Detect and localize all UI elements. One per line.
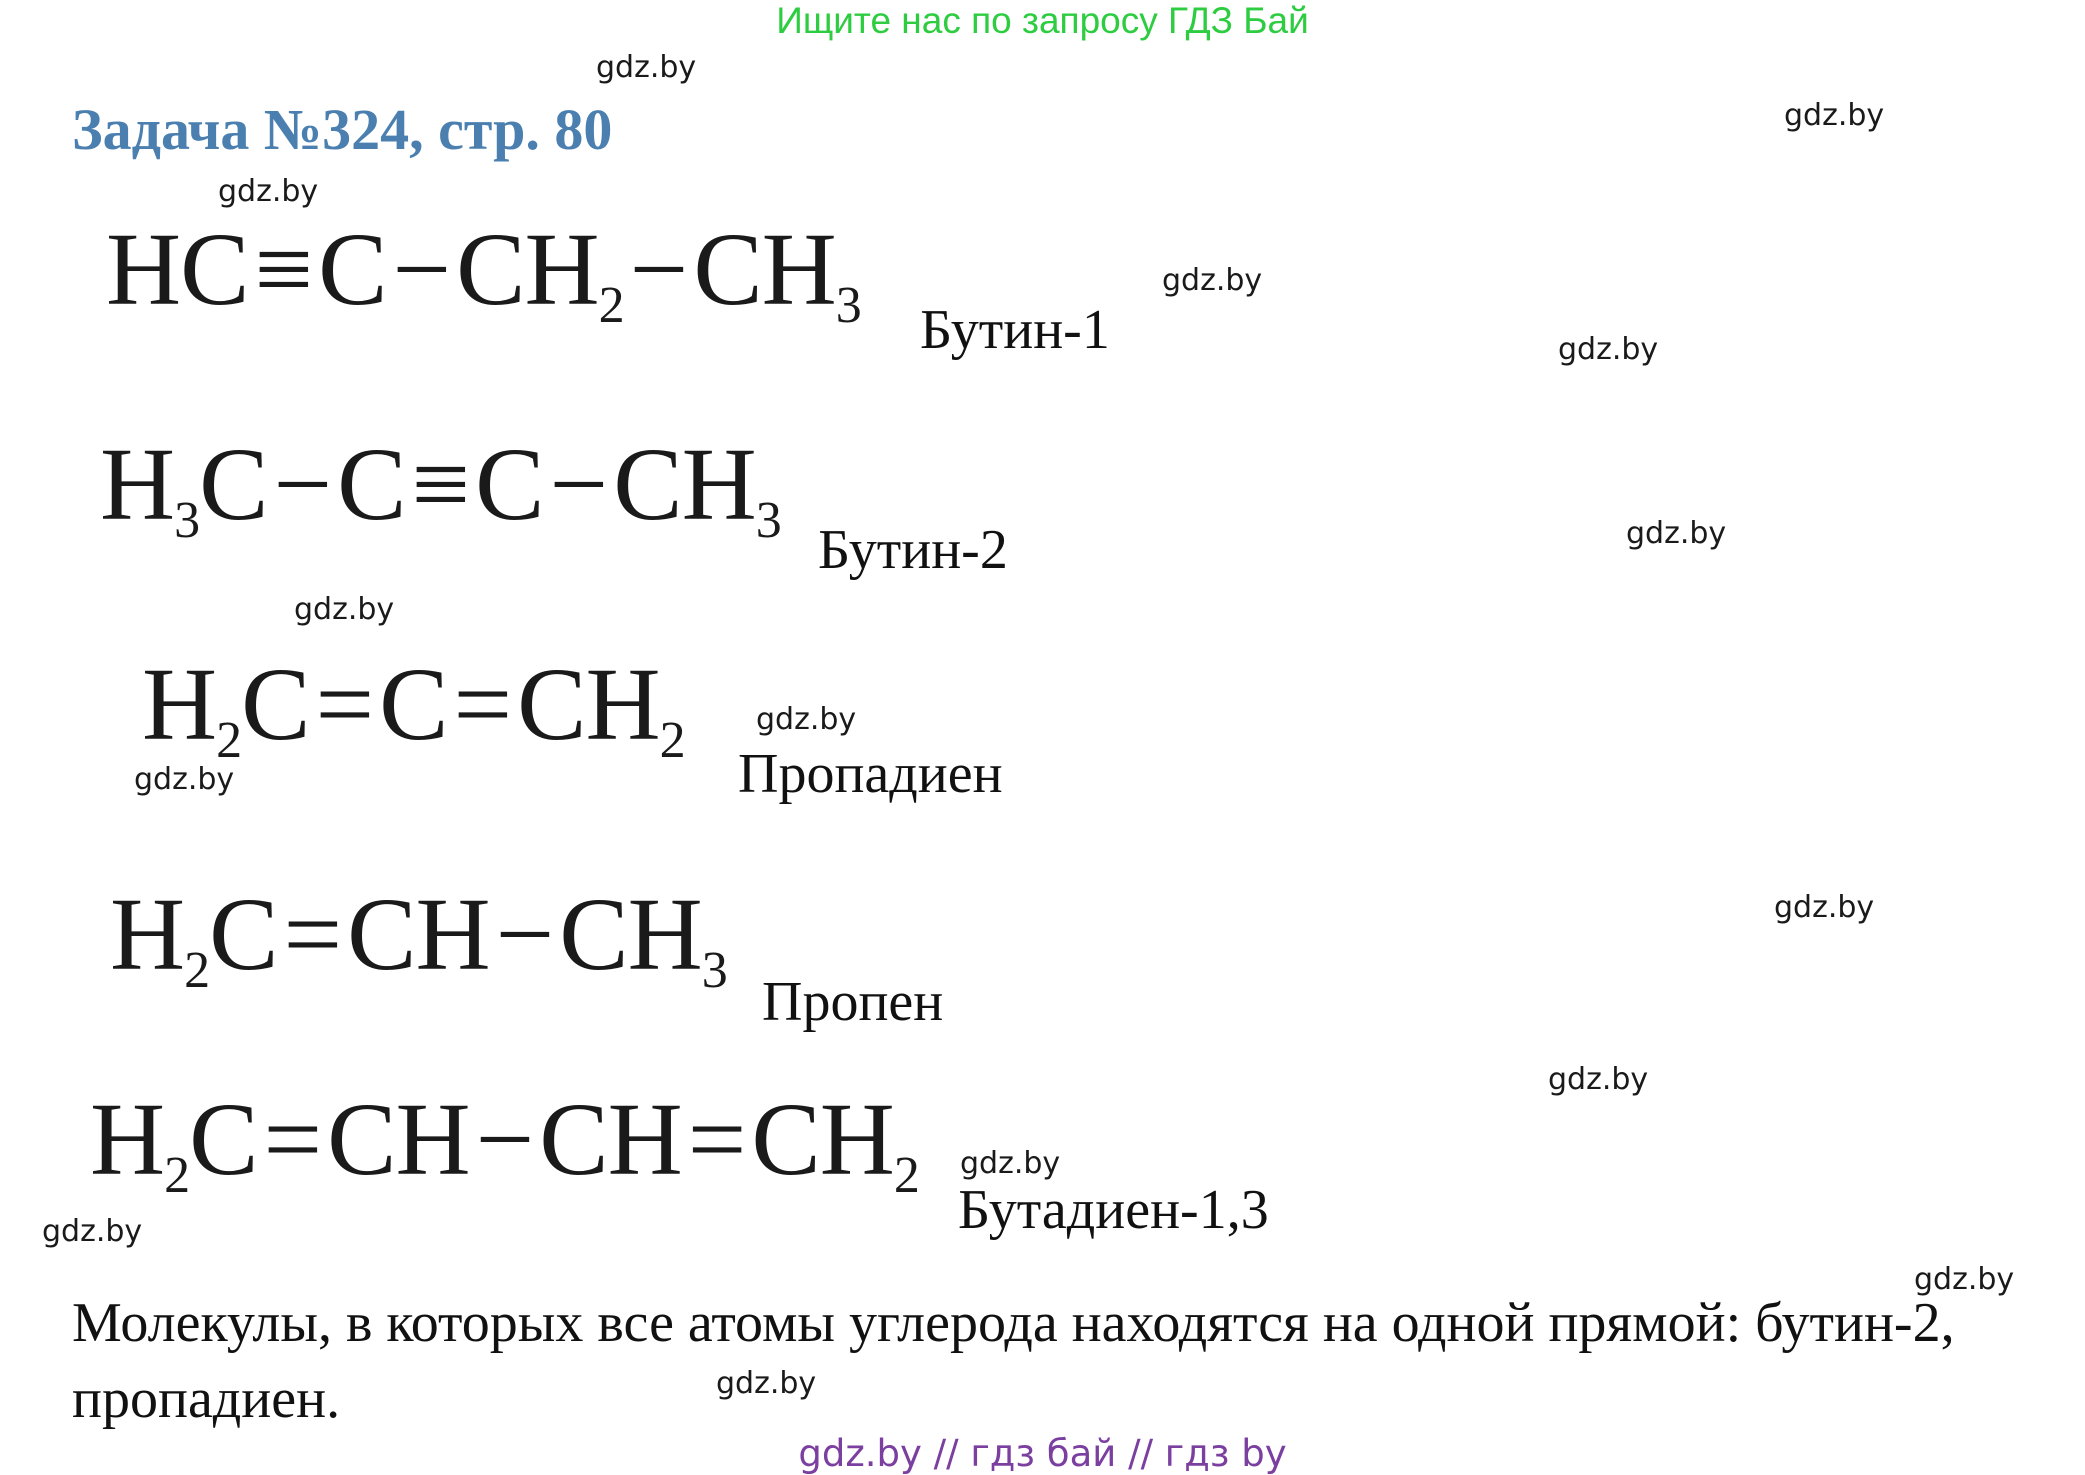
formula-subscript: 3 [755, 492, 781, 550]
watermark-text: gdz.by [1626, 516, 1727, 551]
compound-name-butadiene: Бутадиен-1,3 [958, 1179, 1269, 1241]
formula-atom: HC [106, 212, 249, 327]
formula-subscript: 3 [835, 277, 861, 335]
formula-subscript: 3 [174, 492, 200, 550]
watermark-text: gdz.by [42, 1214, 143, 1249]
formula-bond: − [475, 1082, 534, 1197]
formula-atom: H [142, 647, 217, 762]
formula-subscript: 2 [164, 1147, 190, 1205]
watermark-text: gdz.by [1548, 1062, 1649, 1097]
compound-name-butyne-1: Бутин-1 [920, 299, 1110, 361]
formula-subscript: 2 [893, 1147, 919, 1205]
watermark-text: gdz.by [716, 1366, 817, 1401]
formula-subscript: 2 [216, 712, 242, 770]
formula-bond: = [263, 1082, 322, 1197]
watermark-text: gdz.by [1784, 98, 1885, 133]
formula-atom: C [379, 647, 448, 762]
compound-name-propene: Пропен [762, 971, 944, 1033]
formula-subscript: 3 [701, 942, 727, 1000]
watermark-text: gdz.by [756, 702, 857, 737]
conclusion-text: Молекулы, в которых все атомы углерода находятся на одной прямой: бутин-2, пропадиен. [72, 1292, 1955, 1430]
formula-bond: − [392, 212, 451, 327]
formula-atom: C [209, 877, 278, 992]
formula-butyne-2 [100, 425, 781, 550]
formula-propadiene [142, 645, 685, 770]
formula-bond: ≡ [254, 212, 313, 327]
formula-bond: = [315, 647, 374, 762]
formula-bond: = [453, 647, 512, 762]
watermark-text: gdz.by [294, 592, 395, 627]
watermark-text: gdz.by [1162, 263, 1263, 298]
formula-bond: − [629, 212, 688, 327]
formula-atom: CH [456, 212, 599, 327]
formula-bond: = [687, 1082, 746, 1197]
formula-atom: CH [751, 1082, 894, 1197]
formula-atom: CH [613, 427, 756, 542]
search-banner: Ищите нас по запросу ГДЗ Бай [776, 0, 1309, 41]
footer-links: gdz.by // гдз бай // гдз by [798, 1432, 1287, 1475]
formula-atom: CH [559, 877, 702, 992]
formula-subscript: 2 [598, 277, 624, 335]
formula-atom: CH [327, 1082, 470, 1197]
formula-atom: CH [347, 877, 490, 992]
formula-atom: H [100, 427, 175, 542]
formula-subscript: 2 [184, 942, 210, 1000]
formula-atom: H [90, 1082, 165, 1197]
formula-atom: H [110, 877, 185, 992]
formula-atom: C [318, 212, 387, 327]
formula-atom: CH [539, 1082, 682, 1197]
formula-atom: C [337, 427, 406, 542]
formula-butadiene [90, 1080, 919, 1205]
formula-atom: C [199, 427, 268, 542]
formula-propene [110, 875, 727, 1000]
formula-subscript: 2 [659, 712, 685, 770]
watermark-text: gdz.by [960, 1146, 1061, 1181]
compound-name-propadiene: Пропадиен [738, 743, 1003, 805]
watermark-text: gdz.by [1558, 332, 1659, 367]
watermark-text: gdz.by [596, 50, 697, 85]
task-title: Задача №324, стр. 80 [72, 97, 613, 162]
formula-atom: C [241, 647, 310, 762]
watermark-text: gdz.by [1914, 1262, 2015, 1297]
formula-bond: − [495, 877, 554, 992]
formula-butyne-1 [106, 210, 861, 335]
watermark-text: gdz.by [134, 762, 235, 797]
formula-atom: CH [693, 212, 836, 327]
formula-atom: C [475, 427, 544, 542]
formula-bond: − [273, 427, 332, 542]
formula-bond: − [549, 427, 608, 542]
formula-bond: ≡ [411, 427, 470, 542]
watermark-text: gdz.by [218, 174, 319, 209]
watermark-text: gdz.by [1774, 890, 1875, 925]
formula-bond: = [283, 877, 342, 992]
formula-atom: C [189, 1082, 258, 1197]
compound-name-butyne-2: Бутин-2 [818, 519, 1008, 581]
formula-atom: CH [517, 647, 660, 762]
